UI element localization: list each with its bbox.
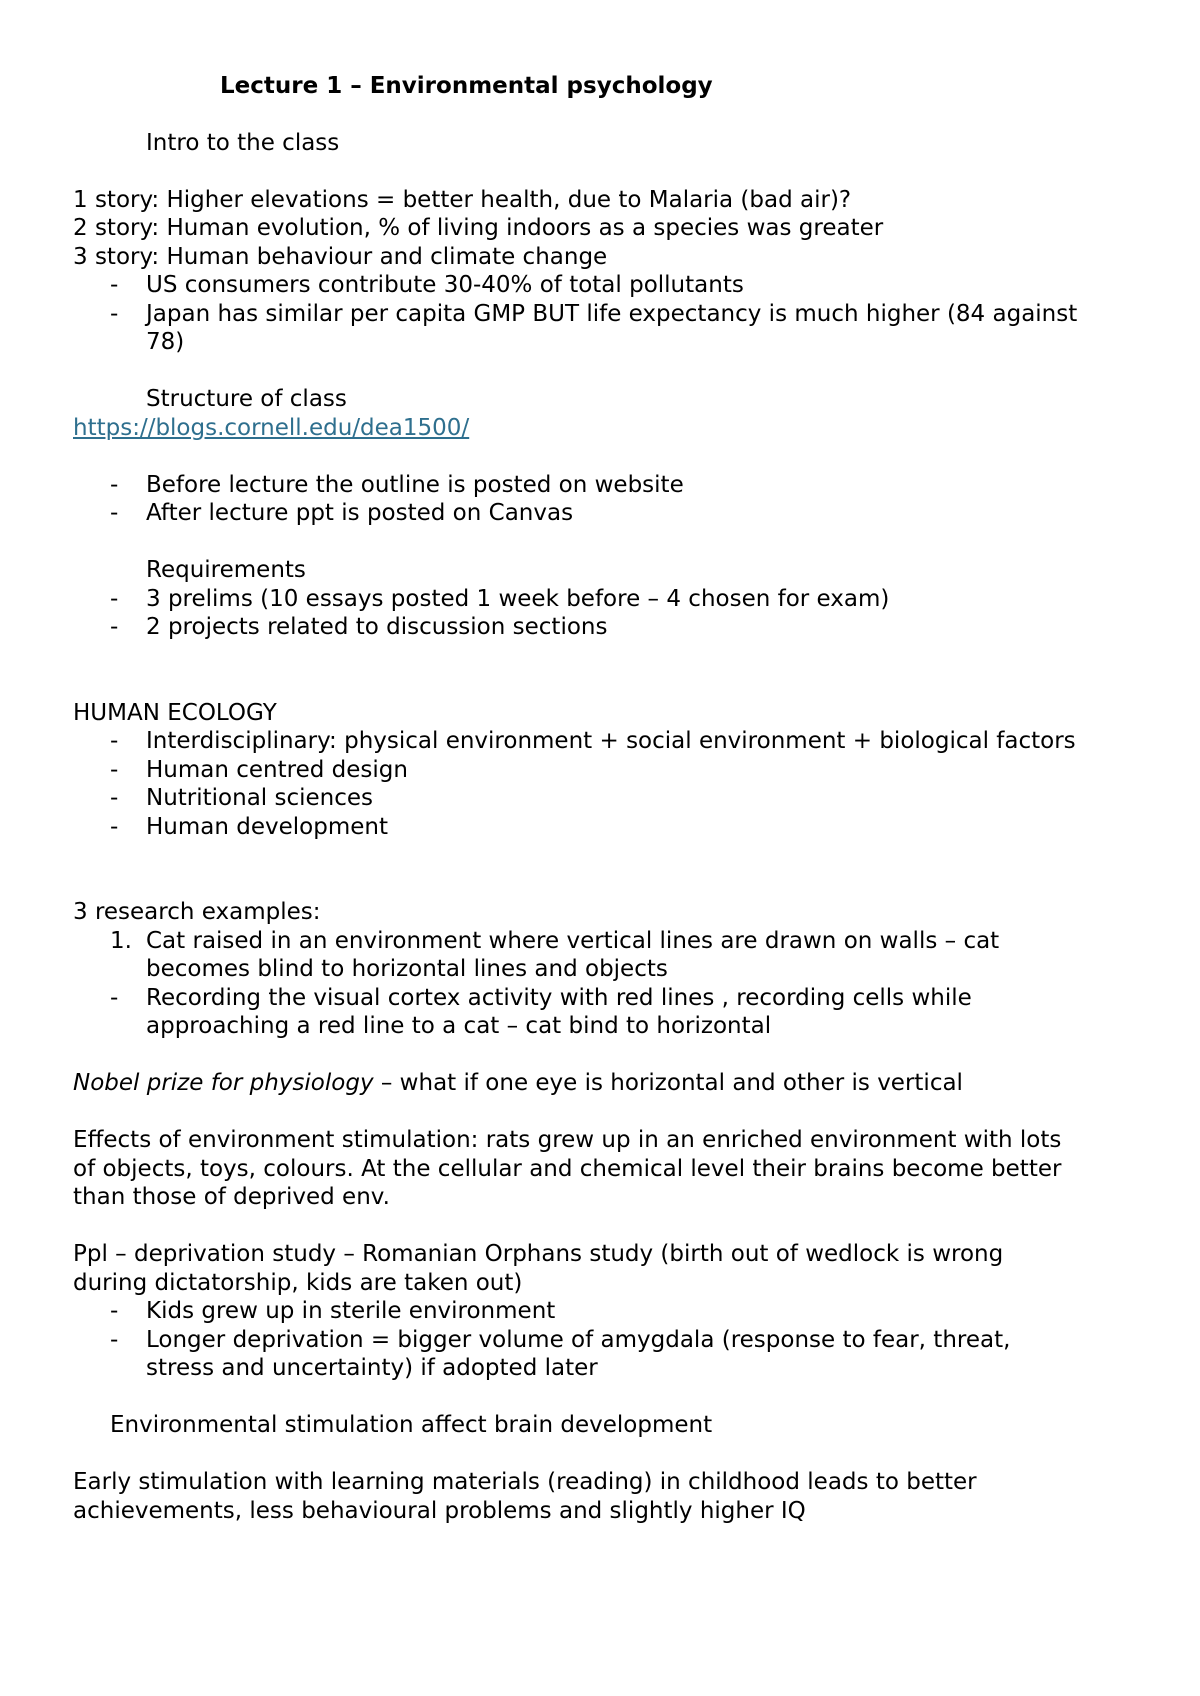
- bullet-marker: -: [110, 985, 119, 1011]
- research-item-1-cont: becomes blind to horizontal lines and objects: [146, 956, 668, 982]
- human-ecology-bullet-2: Human centred design: [146, 757, 408, 783]
- bullet-marker: -: [110, 1298, 119, 1324]
- ppl-bullet-2-cont: stress and uncertainty) if adopted later: [146, 1355, 598, 1381]
- requirements-bullet-1: 3 prelims (10 essays posted 1 week before – 4 chosen for exam): [146, 586, 890, 612]
- requirements-heading: Requirements: [146, 557, 306, 583]
- nobel-line: [73, 1069, 963, 1098]
- bullet-marker: -: [110, 1327, 119, 1353]
- story3-bullet-1: US consumers contribute 30-40% of total pollutants: [146, 272, 744, 298]
- bullet-marker: -: [110, 614, 119, 640]
- human-ecology-heading: HUMAN ECOLOGY: [73, 700, 277, 726]
- story-1: 1 story: Higher elevations = better health, due to Malaria (bad air)?: [73, 187, 852, 213]
- page-title: Lecture 1 – Environmental psychology: [220, 73, 713, 99]
- ppl-para-2: during dictatorship, kids are taken out): [73, 1270, 523, 1296]
- story3-bullet-2-cont: 78): [146, 329, 185, 355]
- structure-heading: Structure of class: [146, 386, 347, 412]
- effects-para-2: of objects, toys, colours. At the cellular and chemical level their brains become better: [73, 1156, 1062, 1182]
- early-para-1: Early stimulation with learning materials (reading) in childhood leads to better: [73, 1469, 977, 1495]
- human-ecology-bullet-1: Interdisciplinary: physical environment + social environment + biological factors: [146, 728, 1076, 754]
- early-para-2: achievements, less behavioural problems and slightly higher IQ: [73, 1498, 806, 1524]
- research-heading: 3 research examples:: [73, 899, 321, 925]
- numbered-marker: 1.: [110, 928, 132, 954]
- bullet-marker: -: [110, 500, 119, 526]
- ppl-bullet-1: Kids grew up in sterile environment: [146, 1298, 556, 1324]
- story-3: 3 story: Human behaviour and climate change: [73, 244, 608, 270]
- bullet-marker: -: [110, 785, 119, 811]
- story-2: 2 story: Human evolution, % of living indoors as a species was greater: [73, 215, 884, 241]
- effects-para-3: than those of deprived env.: [73, 1184, 390, 1210]
- intro-heading: Intro to the class: [146, 130, 340, 156]
- bullet-marker: -: [110, 728, 119, 754]
- nobel-italic: Nobel prize for physiology: [73, 1070, 374, 1096]
- bullet-marker: -: [110, 757, 119, 783]
- research-bullet: Recording the visual cortex activity with red lines , recording cells while: [146, 985, 972, 1011]
- bullet-marker: -: [110, 586, 119, 612]
- structure-bullet-1: Before lecture the outline is posted on website: [146, 472, 684, 498]
- ppl-bullet-2: Longer deprivation = bigger volume of amygdala (response to fear, threat,: [146, 1327, 1011, 1353]
- requirements-bullet-2: 2 projects related to discussion sections: [146, 614, 608, 640]
- nobel-rest: – what if one eye is horizontal and other is vertical: [373, 1070, 963, 1096]
- human-ecology-bullet-4: Human development: [146, 814, 388, 840]
- stimulation-heading: Environmental stimulation affect brain development: [110, 1412, 713, 1438]
- bullet-marker: -: [110, 814, 119, 840]
- ppl-para-1: Ppl – deprivation study – Romanian Orphans study (birth out of wedlock is wrong: [73, 1241, 1004, 1267]
- research-item-1: Cat raised in an environment where vertical lines are drawn on walls – cat: [146, 928, 1000, 954]
- story3-bullet-2: Japan has similar per capita GMP BUT life expectancy is much higher (84 against: [146, 301, 1078, 327]
- bullet-marker: -: [110, 272, 119, 298]
- effects-para-1: Effects of environment stimulation: rats grew up in an enriched environment with lots: [73, 1127, 1062, 1153]
- course-link[interactable]: https://blogs.cornell.edu/dea1500/: [73, 415, 470, 441]
- bullet-marker: -: [110, 472, 119, 498]
- research-bullet-cont: approaching a red line to a cat – cat bind to horizontal: [146, 1013, 772, 1039]
- structure-bullet-2: After lecture ppt is posted on Canvas: [146, 500, 574, 526]
- human-ecology-bullet-3: Nutritional sciences: [146, 785, 374, 811]
- bullet-marker: -: [110, 301, 119, 327]
